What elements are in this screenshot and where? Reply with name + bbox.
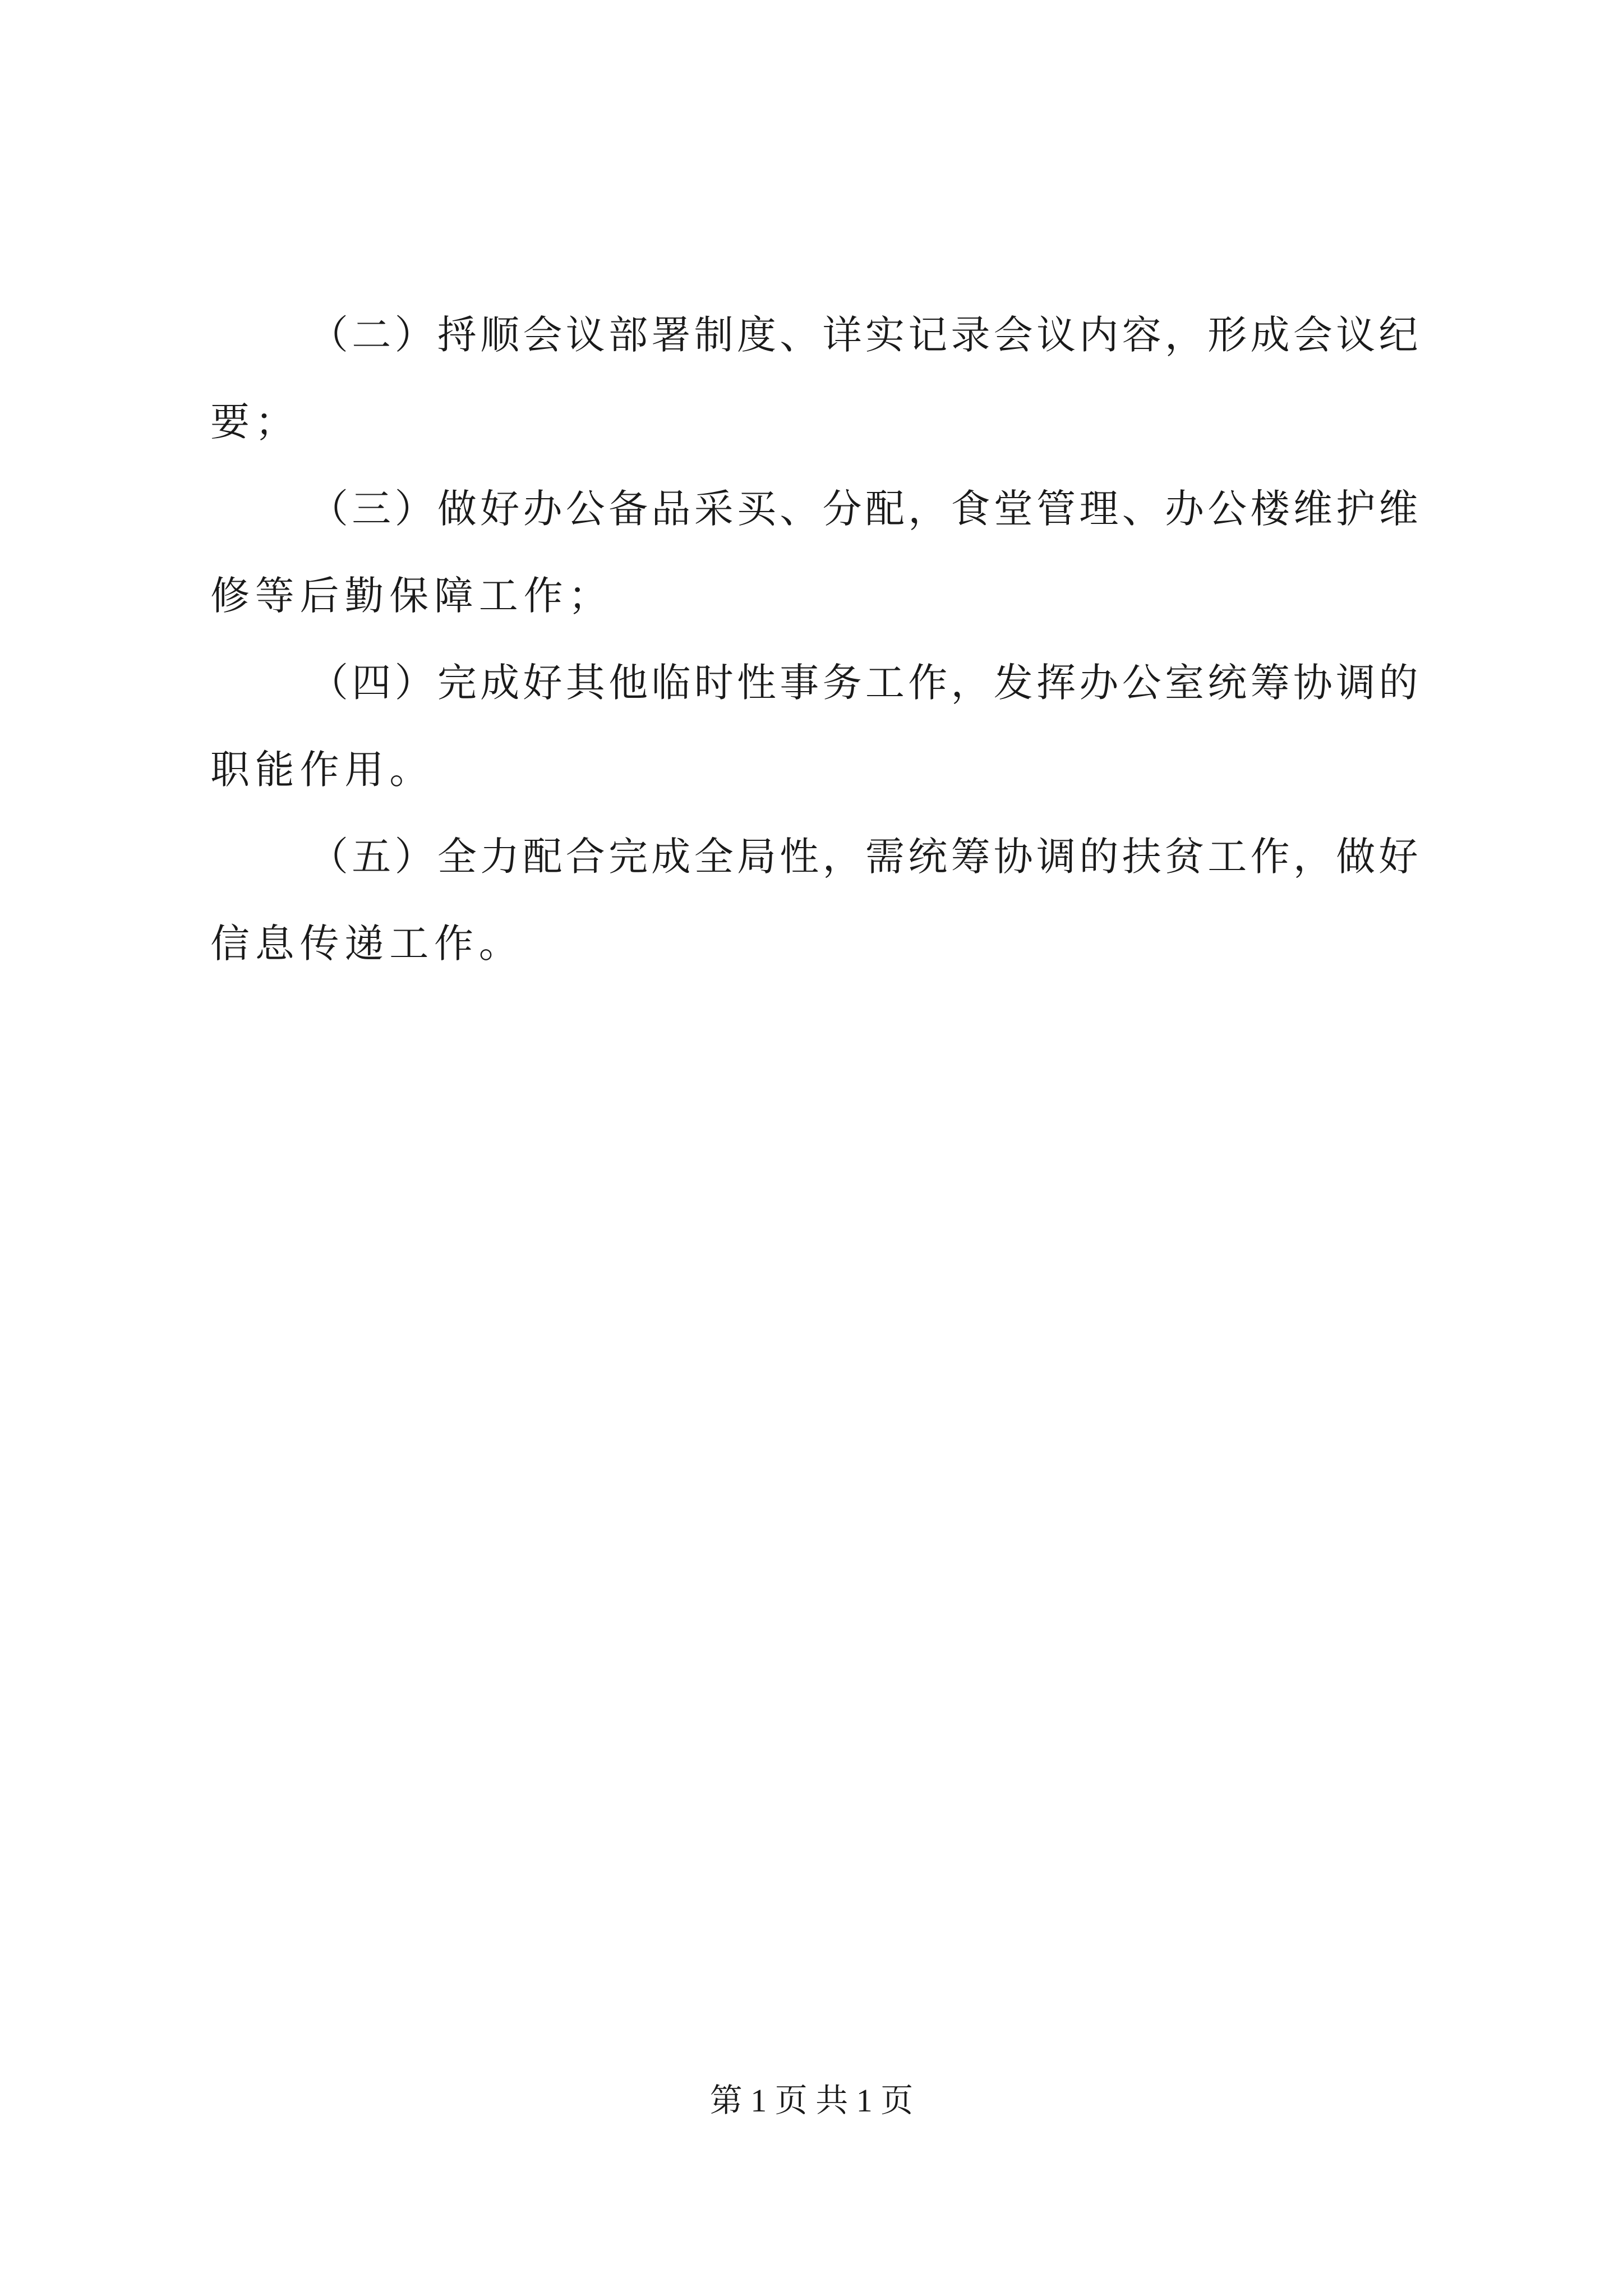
paragraph-item-3	[210, 466, 1422, 639]
paragraph-line: 要；	[210, 399, 300, 445]
paragraph-item-5	[210, 813, 1422, 987]
paragraph-line: 信息传递工作。	[210, 921, 524, 967]
paragraph-line: 修等后勤保障工作；	[210, 573, 614, 619]
page-footer	[0, 2078, 1623, 2123]
paragraph-item-4	[210, 639, 1422, 813]
page-number-label: 第 1 页 共 1 页	[709, 2082, 914, 2119]
paragraph-line: （四）完成好其他临时性事务工作，发挥办公室统筹协调的	[309, 660, 1422, 706]
paragraph-line: （五）全力配合完成全局性，需统筹协调的扶贫工作，做好	[309, 834, 1422, 880]
paragraph-line: 职能作用。	[210, 747, 434, 793]
paragraph-line: （三）做好办公备品采买、分配，食堂管理、办公楼维护维	[309, 486, 1422, 532]
paragraph-line: （二）捋顺会议部署制度、详实记录会议内容，形成会议纪	[309, 312, 1422, 358]
paragraph-item-2	[210, 292, 1422, 466]
document-body	[210, 292, 1422, 987]
